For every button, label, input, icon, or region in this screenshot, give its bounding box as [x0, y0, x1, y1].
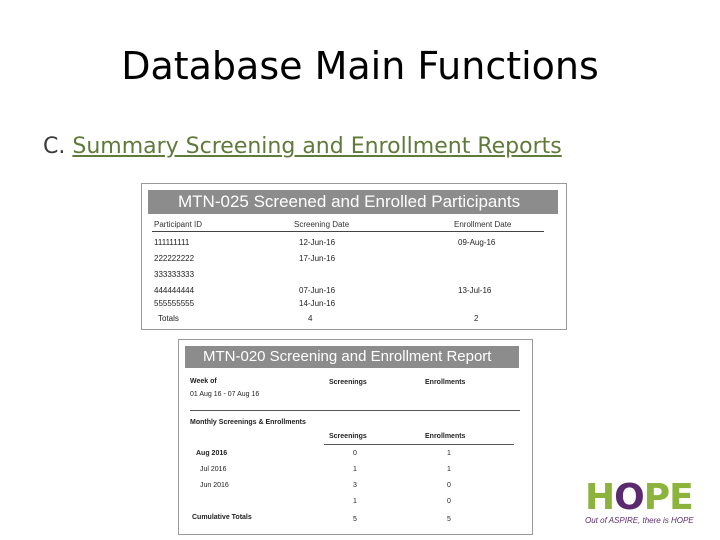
month-label: Jul 2016 — [200, 466, 227, 473]
report-title: MTN-025 Screened and Enrolled Participants — [148, 190, 558, 214]
monthly-screenings-header: Screenings — [329, 433, 367, 440]
logo-letter-h: H — [585, 477, 615, 518]
logo-letters-pe: PE — [643, 477, 693, 518]
cell-participant-id: 444444444 — [154, 286, 195, 295]
column-header-enrollment-date: Enrollment Date — [454, 220, 512, 229]
cumulative-enrollments: 5 — [447, 516, 451, 523]
subtitle-link[interactable]: Summary Screening and Enrollment Reports — [72, 134, 562, 159]
cell-enrollment-date: 13-Jul-16 — [458, 286, 492, 295]
totals-screening: 4 — [308, 314, 313, 323]
cell-screening-date: 14-Jun-16 — [299, 299, 336, 308]
month-label: Jun 2016 — [200, 482, 229, 489]
cumulative-label: Cumulative Totals — [192, 514, 252, 521]
month-screenings: 0 — [353, 450, 357, 457]
cell-participant-id: 555555555 — [154, 299, 195, 308]
cell-screening-date: 12-Jun-16 — [299, 238, 336, 247]
report-title: MTN-020 Screening and Enrollment Report — [185, 346, 519, 368]
month-screenings: 1 — [353, 498, 357, 505]
totals-label: Totals — [158, 314, 179, 323]
cell-screening-date: 07-Jun-16 — [299, 286, 336, 295]
subtitle-prefix: C. — [43, 134, 73, 159]
cumulative-screenings: 5 — [353, 516, 357, 523]
weekly-enrollments-header: Enrollments — [425, 379, 466, 386]
month-enrollments: 1 — [447, 466, 451, 473]
slide-subtitle — [43, 134, 562, 159]
weekly-screenings-header: Screenings — [329, 379, 367, 386]
month-enrollments: 1 — [447, 450, 451, 457]
monthly-header-divider — [324, 444, 514, 445]
monthly-section-label: Monthly Screenings & Enrollments — [190, 419, 306, 426]
column-header-screening-date: Screening Date — [294, 220, 350, 229]
week-label: Week of — [190, 378, 217, 385]
month-screenings: 1 — [353, 466, 357, 473]
hope-logo — [585, 477, 705, 525]
logo-tagline: Out of ASPIRE, there is HOPE — [585, 516, 694, 525]
header-divider — [152, 231, 544, 232]
totals-enrollment: 2 — [474, 314, 479, 323]
cell-participant-id: 222222222 — [154, 254, 195, 263]
logo-wordmark — [585, 477, 705, 518]
column-header-participant-id: Participant ID — [154, 220, 203, 229]
cell-enrollment-date: 09-Aug-16 — [458, 238, 496, 247]
month-enrollments: 0 — [447, 498, 451, 505]
report-mtn020 — [178, 339, 533, 535]
logo-letter-o: O — [614, 477, 644, 518]
report-mtn025 — [141, 183, 567, 330]
month-screenings: 3 — [353, 482, 357, 489]
cell-participant-id: 333333333 — [154, 270, 195, 279]
cell-participant-id: 111111111 — [154, 238, 190, 247]
month-enrollments: 0 — [447, 482, 451, 489]
section-divider — [190, 410, 520, 411]
month-label: Aug 2016 — [196, 450, 228, 457]
slide-title: Database Main Functions — [121, 44, 599, 88]
cell-screening-date: 17-Jun-16 — [299, 254, 336, 263]
week-range: 01 Aug 16 - 07 Aug 16 — [190, 391, 260, 398]
monthly-enrollments-header: Enrollments — [425, 433, 466, 440]
